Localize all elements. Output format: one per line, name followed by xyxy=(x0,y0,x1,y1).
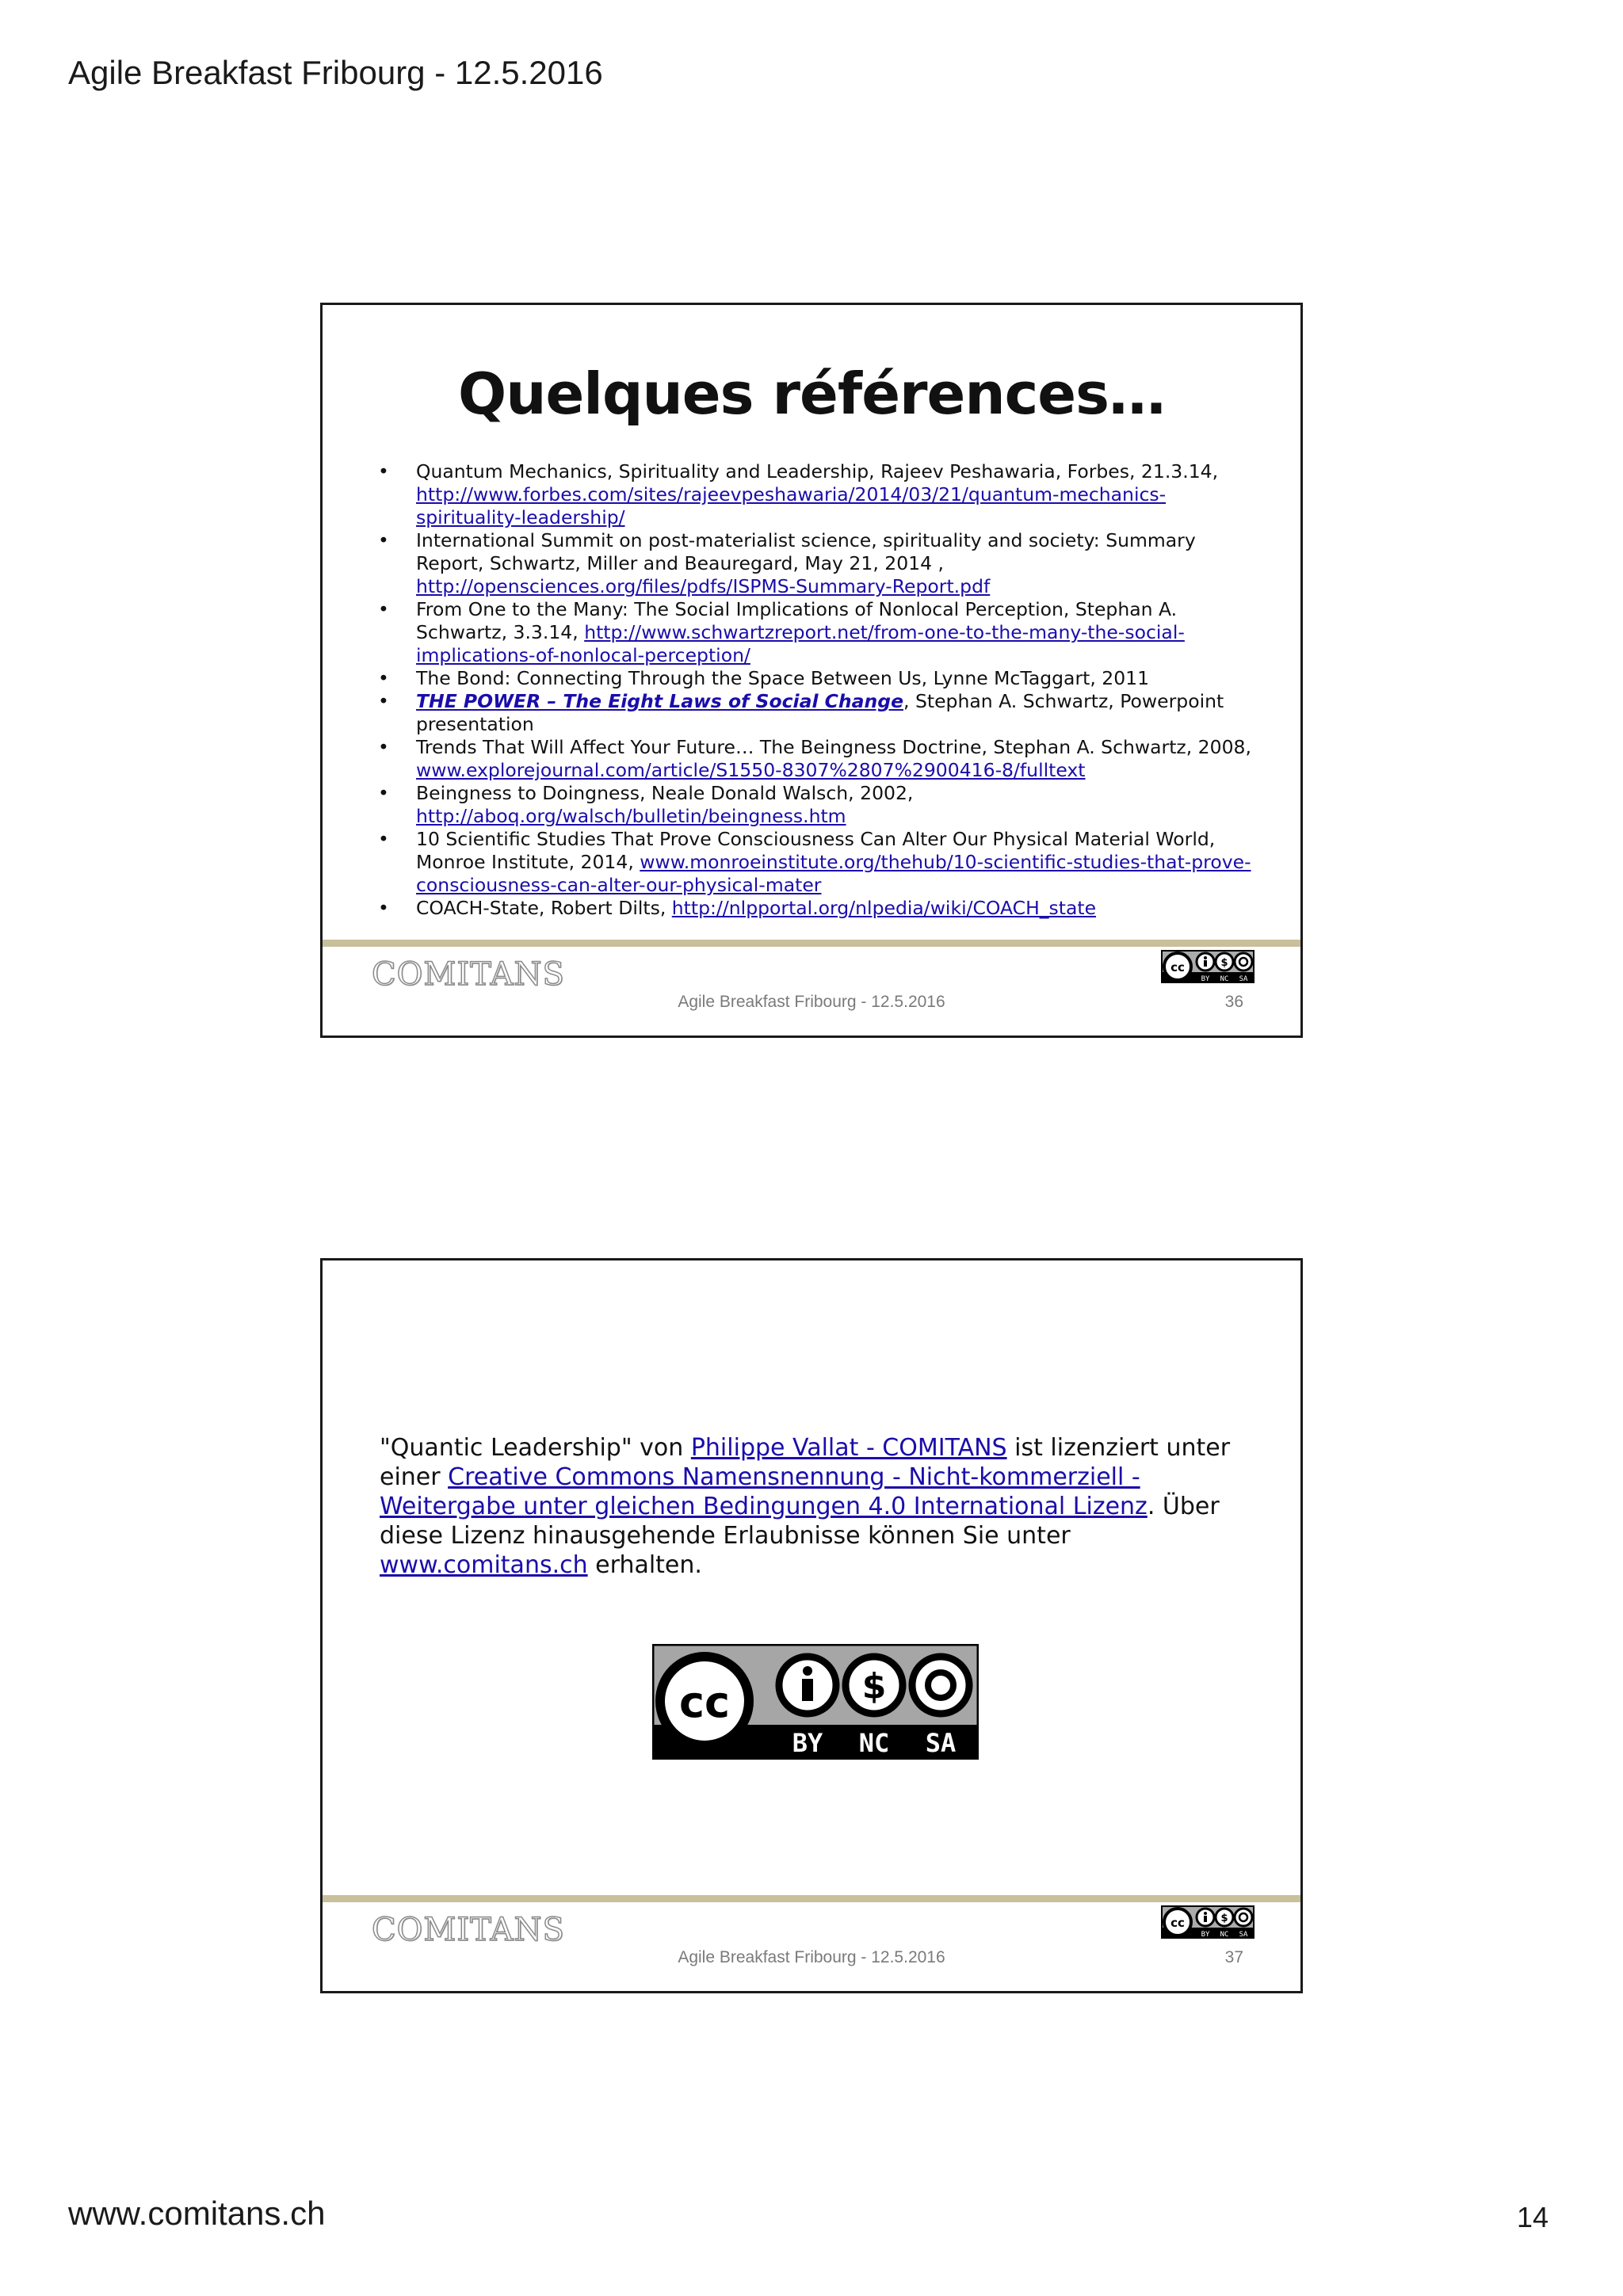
website-link[interactable]: www.comitans.ch xyxy=(380,1551,588,1579)
footer-url: www.comitans.ch xyxy=(68,2195,326,2232)
svg-text:cc: cc xyxy=(678,1677,731,1727)
slide-number: 36 xyxy=(1224,993,1243,1011)
list-item: • Beingness to Doingness, Neale Donald Walsch, 2002, http://aboq.org/walsch/bulletin/beingness.htm xyxy=(378,782,914,827)
reference-link[interactable]: http://www.schwartzreport.net/from-one-to-the-many-the-social-implications-of-nonlocal-perception/ xyxy=(416,621,1185,666)
svg-text:cc: cc xyxy=(1170,960,1185,974)
comitans-logo: COMITANS xyxy=(372,956,565,993)
comitans-logo: COMITANS xyxy=(372,1912,565,1948)
page-header: Agile Breakfast Fribourg - 12.5.2016 xyxy=(68,54,603,91)
author-link[interactable]: Philippe Vallat - COMITANS xyxy=(690,1434,1007,1462)
svg-text:BY: BY xyxy=(1201,975,1210,983)
cc-by-nc-sa-icon[interactable] xyxy=(652,1644,979,1760)
reference-link[interactable]: THE POWER – The Eight Laws of Social Change xyxy=(416,690,904,712)
license-text: "Quantic Leadership" von Philippe Vallat - COMITANS ist lizenziert unter einer Creative Commons Namensnennung - Nicht-kommerziell - Weitergabe unter gleichen Bedingungen 4.0 International Lizenz. Über diese Lizenz hinausgehende Erlaubnisse können Sie unter www.comitans.ch erhalten. xyxy=(380,1434,1231,1579)
svg-text:SA: SA xyxy=(1239,1931,1248,1939)
list-item: • Trends That Will Affect Your Future… The Beingness Doctrine, Stephan A. Schwartz, 2008, www.explorejournal.com/article/S1550-8307%2807%2900416-8/fulltext xyxy=(378,736,1251,781)
list-item: • COACH-State, Robert Dilts, http://nlpportal.org/nlpedia/wiki/COACH_state xyxy=(378,897,1097,919)
list-item: • The Bond: Connecting Through the Space Between Us, Lynne McTaggart, 2011 xyxy=(378,667,1150,689)
list-item: • 10 Scientific Studies That Prove Consciousness Can Alter Our Physical Material World, Monroe Institute, 2014, www.monroeinstitute.org/thehub/10-scientific-studies-that-prove-consciousness-can-alter-our-physical-mater xyxy=(378,828,1251,896)
svg-text:$: $ xyxy=(861,1666,887,1707)
reference-link[interactable]: http://www.forbes.com/sites/rajeevpeshawaria/2014/03/21/quantum-mechanics-spirituality-leadership/ xyxy=(416,483,1167,528)
slide-number: 37 xyxy=(1224,1948,1243,1966)
svg-text:SA: SA xyxy=(1239,975,1248,983)
svg-text:NC: NC xyxy=(858,1728,890,1758)
reference-link[interactable]: http://opensciences.org/files/pdfs/ISPMS-Summary-Report.pdf xyxy=(416,575,991,597)
slide-37 xyxy=(320,1258,1303,1993)
reference-link[interactable]: www.explorejournal.com/article/S1550-8307%2807%2900416-8/fulltext xyxy=(416,759,1086,781)
svg-text:$: $ xyxy=(1220,1913,1228,1924)
svg-text:NC: NC xyxy=(1220,975,1229,983)
footer-divider xyxy=(323,1895,1300,1902)
list-item: • Quantum Mechanics, Spirituality and Leadership, Rajeev Peshawaria, Forbes, 21.3.14, http://www.forbes.com/sites/rajeevpeshawaria/2014/03/21/quantum-mechanics-spirituality-leadership/ xyxy=(378,460,1219,528)
svg-text:BY: BY xyxy=(792,1728,823,1758)
slide-36 xyxy=(320,303,1303,1038)
svg-text:BY: BY xyxy=(1201,1931,1210,1939)
svg-text:SA: SA xyxy=(925,1728,957,1758)
reference-list xyxy=(378,460,1266,920)
svg-text:cc: cc xyxy=(1170,1916,1185,1930)
svg-text:NC: NC xyxy=(1220,1931,1229,1939)
license-link[interactable]: Creative Commons Namensnennung - Nicht-kommerziell - Weitergabe unter gleichen Bedingungen 4.0 International Lizenz xyxy=(380,1463,1148,1520)
footer-divider xyxy=(323,940,1300,947)
list-item: • International Summit on post-materialist science, spirituality and society: Summary Report, Schwartz, Miller and Beauregard, May 21, 2014 , http://opensciences.org/files/pdfs/ISPMS-Summary-Report.pdf xyxy=(378,529,1196,597)
cc-by-nc-sa-icon[interactable] xyxy=(1161,950,1254,983)
page-number: 14 xyxy=(1516,2201,1549,2233)
reference-link[interactable]: http://nlpportal.org/nlpedia/wiki/COACH_state xyxy=(671,897,1097,919)
svg-text:$: $ xyxy=(1220,957,1228,969)
slide-title: Quelques références… xyxy=(458,360,1165,427)
reference-link[interactable]: http://aboq.org/walsch/bulletin/beingness.htm xyxy=(416,805,846,827)
cc-by-nc-sa-icon[interactable] xyxy=(1161,1905,1254,1939)
list-item: • THE POWER – The Eight Laws of Social Change, Stephan A. Schwartz, Powerpoint presentation xyxy=(378,690,1224,735)
list-item: • From One to the Many: The Social Implications of Nonlocal Perception, Stephan A. Schwartz, 3.3.14, http://www.schwartzreport.net/from-one-to-the-many-the-social-implications-of-nonlocal-perception/ xyxy=(378,598,1185,666)
slide-footer-text: Agile Breakfast Fribourg - 12.5.2016 xyxy=(678,993,945,1011)
reference-link[interactable]: www.monroeinstitute.org/thehub/10-scientific-studies-that-prove-consciousness-can-alter-our-physical-mater xyxy=(416,851,1251,896)
slide-footer-text: Agile Breakfast Fribourg - 12.5.2016 xyxy=(678,1948,945,1966)
